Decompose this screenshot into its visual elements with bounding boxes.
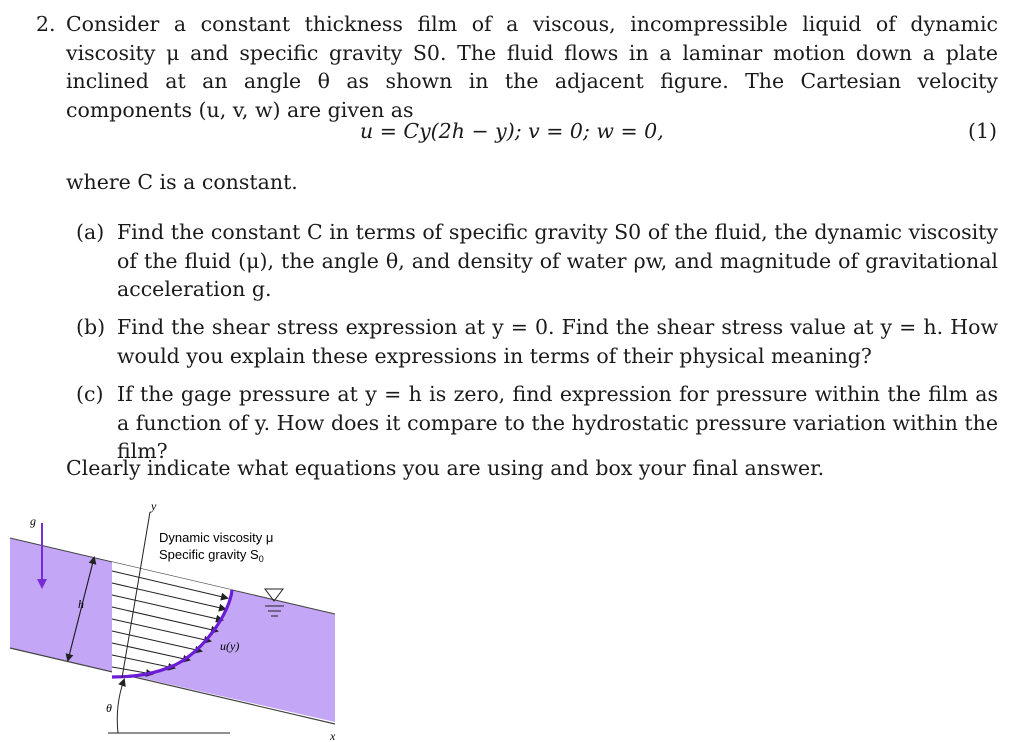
part-text: If the gage pressure at y = h is zero, find expression for pressure within the film as a function of y. How does it compare to the hydrostatic pressure variation within the film? <box>117 382 998 463</box>
where-text: where C is a constant. <box>66 170 298 194</box>
gravity-label: g <box>30 514 36 528</box>
part-text: Find the constant C in terms of specific gravity S0 of the fluid, the dynamic viscosity of the fluid (μ), the angle θ, and density of water ρw, and magnitude of gravitational acceleration g. <box>117 220 998 301</box>
gravity-specific-label: Specific gravity $S_0$ <box>159 547 264 564</box>
part-label: (a) <box>76 220 105 244</box>
problem-number: 2. <box>36 12 56 36</box>
part-label: (c) <box>76 382 104 406</box>
part-text: Find the shear stress expression at y = 0. Find the shear stress value at y = h. How would you explain these expressions in terms of their physical meaning? <box>117 315 998 368</box>
velocity-equation: u = Cy(2h − y); v = 0; w = 0, <box>360 119 664 143</box>
part-label: (b) <box>76 315 106 339</box>
h-label: h <box>78 597 84 611</box>
closing-instruction: Clearly indicate what equations you are using and box your final answer. <box>66 456 825 480</box>
problem-intro: Consider a constant thickness film of a viscous, incompressible liquid of dynamic viscosity μ and specific gravity S0. The fluid flows in a laminar motion down a plate inclined at an angle θ as shown in the adjacent figure. The Cartesian velocity components (u, v, w) are given as <box>66 12 998 122</box>
x-axis-label: x <box>330 729 336 742</box>
y-axis-label: y <box>151 499 157 513</box>
inclined-film-figure <box>0 492 360 742</box>
viscosity-label: Dynamic viscosity μ <box>159 530 274 545</box>
velocity-profile-label: u(y) <box>220 639 240 653</box>
theta-label: θ <box>106 701 112 715</box>
equation-number: (1) <box>968 119 998 143</box>
